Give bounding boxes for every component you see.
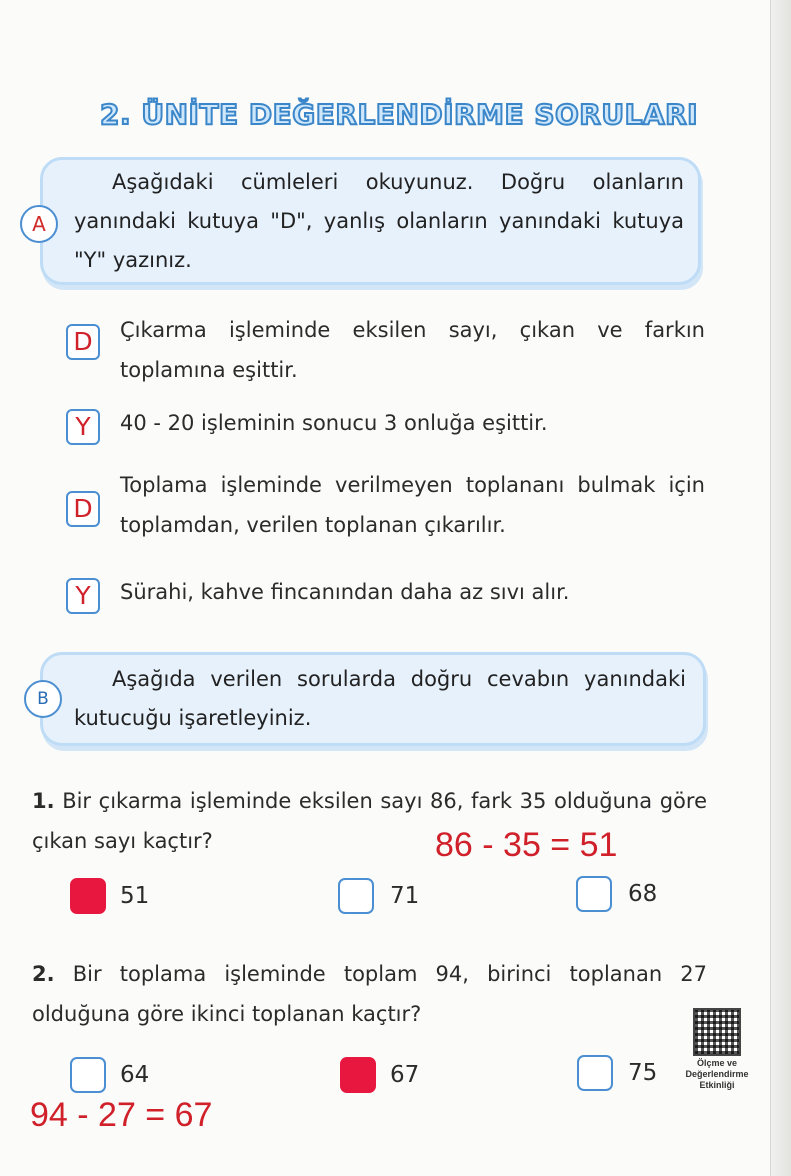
question-2 [32,954,707,1034]
statement-3: Toplama işleminde verilmeyen toplananı bulmak için toplamdan, verilen toplanan çıkarılır. [120,473,705,537]
question-2-option-c-label: 75 [628,1060,658,1086]
answer-box-3[interactable]: D [66,491,100,527]
statement-2: 40 - 20 işleminin sonucu 3 onluğa eşittir. [120,411,548,435]
question-2-option-b-checkbox[interactable] [340,1057,376,1093]
question-1-option-b-checkbox[interactable] [338,878,374,914]
question-2-work: 94 - 27 = 67 [30,1096,213,1134]
question-1-text: Bir çıkarma işleminde eksilen sayı 86, fark 35 olduğuna göre çıkan sayı kaçtır? [32,789,707,853]
question-1-option-a-label: 51 [120,883,150,909]
question-2-option-a-checkbox[interactable] [70,1057,106,1093]
page-title: 2. ÜNİTE DEĞERLENDİRME SORULARI [100,98,699,131]
qr-code-icon[interactable] [693,1008,741,1056]
section-a-badge: A [20,205,58,243]
question-1-option-a-checkbox[interactable] [70,878,106,914]
page-edge [770,0,791,1176]
answer-box-1[interactable]: D [66,324,100,360]
answer-box-4[interactable]: Y [66,578,100,614]
question-1-work: 86 - 35 = 51 [435,826,618,864]
qr-code-label: Ölçme ve Değerlendirme Etkinliği [685,1058,749,1090]
section-b-instruction: Aşağıda verilen sorularda doğru cevabın yanındaki kutucuğu işaretleyiniz. [74,667,686,730]
question-1-option-c-checkbox[interactable] [576,876,612,912]
question-2-number: 2. [32,962,55,986]
question-1-option-b-label: 71 [390,883,420,909]
question-2-text: Bir toplama işleminde toplam 94, birinci toplanan 27 olduğuna göre ikinci toplanan kaçtır? [32,962,707,1026]
statement-1: Çıkarma işleminde eksilen sayı, çıkan ve farkın toplamına eşittir. [120,318,705,382]
question-1-number: 1. [32,789,55,813]
section-a-instruction: Aşağıdaki cümleleri okuyunuz. Doğru olanların yanındaki kutuya "D", yanlış olanların yanındaki kutuya "Y" yazınız. [74,170,684,272]
question-2-option-c-checkbox[interactable] [577,1055,613,1091]
statement-4: Sürahi, kahve fincanından daha az sıvı alır. [120,580,570,604]
section-b-badge: B [24,680,62,718]
question-2-option-b-label: 67 [390,1062,420,1088]
answer-box-2[interactable]: Y [66,409,100,445]
question-2-option-a-label: 64 [120,1062,150,1088]
question-1-option-c-label: 68 [628,881,658,907]
